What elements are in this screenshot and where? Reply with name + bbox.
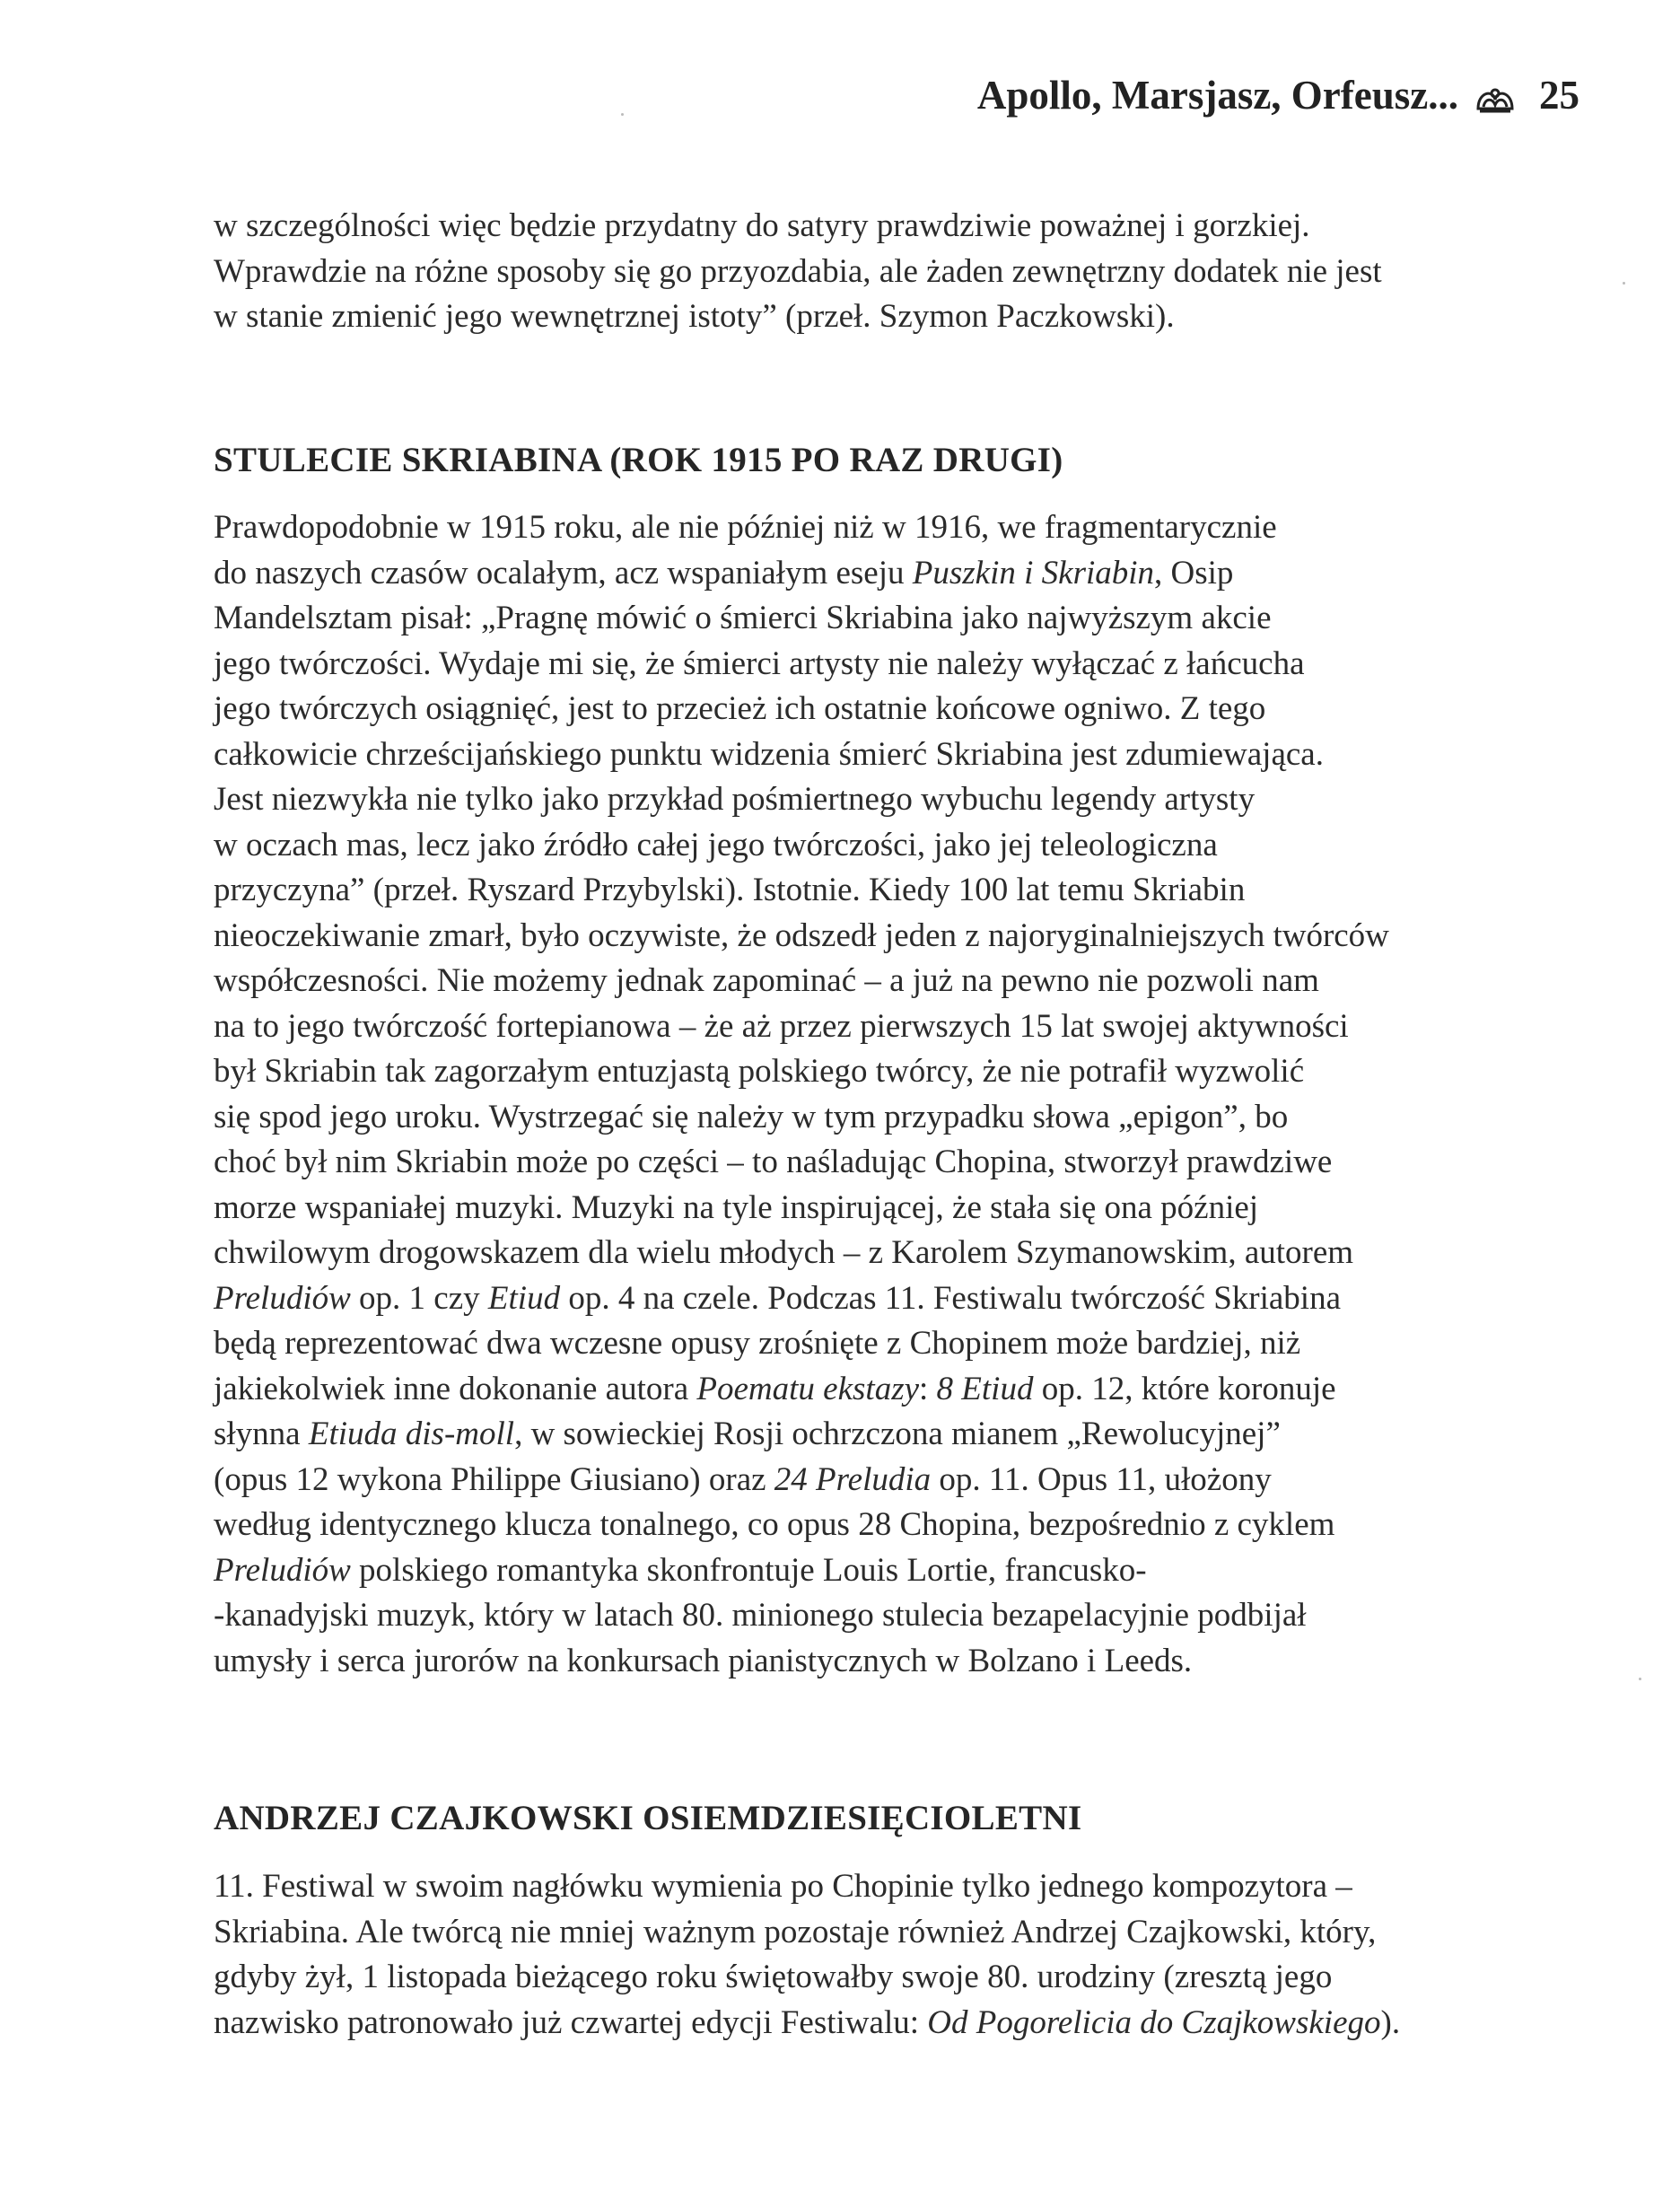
text-line bbox=[214, 1095, 1609, 1141]
italic-title: Etiud bbox=[487, 1279, 561, 1317]
italic-title: Preludiów bbox=[214, 1551, 351, 1589]
text-run: : bbox=[919, 1370, 937, 1407]
text-run: (opus 12 wykona Philippe Giusiano) oraz bbox=[214, 1460, 774, 1498]
text-line bbox=[214, 868, 1609, 914]
text-line bbox=[214, 1639, 1609, 1685]
scan-speck bbox=[1623, 282, 1625, 285]
text-run: Jest niezwykła nie tylko jako przykład pośmiertnego wybuchu legendy artysty bbox=[214, 781, 1256, 818]
text-line bbox=[214, 1186, 1609, 1231]
italic-title: Poematu ekstazy bbox=[696, 1370, 920, 1407]
text-line bbox=[214, 551, 1609, 597]
text-run: -kanadyjski muzyk, który w latach 80. minionego stulecia bezapelacyjnie podbijał bbox=[214, 1597, 1307, 1634]
text-line bbox=[214, 1004, 1609, 1050]
text-line bbox=[214, 823, 1609, 869]
text-run: nazwisko patronowało już czwartej edycji Festiwalu: bbox=[214, 2003, 928, 2041]
text-line bbox=[214, 1864, 1609, 1910]
text-line bbox=[214, 1049, 1609, 1095]
text-run: , w sowieckiej Rosji ochrzczona mianem „Rewolucyjnej” bbox=[514, 1416, 1281, 1452]
text-run: op. 12, które koronuje bbox=[1033, 1370, 1336, 1407]
intro-line: w szczególności więc będzie przydatny do satyry prawdziwie poważnej i gorzkiej. bbox=[214, 207, 1310, 244]
scan-speck bbox=[621, 113, 624, 116]
text-line bbox=[214, 1458, 1609, 1503]
italic-title: 24 Preludia bbox=[774, 1460, 932, 1498]
italic-title: Puszkin i Skriabin bbox=[912, 554, 1155, 592]
text-line bbox=[214, 1231, 1609, 1276]
text-line bbox=[214, 642, 1609, 688]
text-run: jakiekolwiek inne dokonanie autora bbox=[214, 1370, 697, 1407]
text-run: nieoczekiwanie zmarł, było oczywiste, że odszedł jeden z najoryginalniejszych twórców bbox=[214, 916, 1389, 954]
intro-line: w stanie zmienić jego wewnętrznej istoty” (przeł. Szymon Paczkowski). bbox=[214, 298, 1175, 335]
text-run: op. 4 na czele. Podczas 11. Festiwalu twórczość Skriabina bbox=[560, 1279, 1342, 1317]
text-run: będą reprezentować dwa wczesne opusy zrośnięte z Chopinem może bardziej, niż bbox=[214, 1325, 1301, 1362]
ornament-icon bbox=[1474, 79, 1516, 111]
text-line bbox=[214, 1503, 1609, 1548]
text-run: współczesności. Nie możemy jednak zapominać – a już na pewno nie pozwoli nam bbox=[214, 962, 1319, 999]
text-run: na to jego twórczość fortepianowa – że aż przez pierwszych 15 lat swojej aktywności bbox=[214, 1007, 1349, 1045]
text-run: do naszych czasów ocalałym, acz wspaniałym eseju bbox=[214, 554, 913, 592]
page-number: 25 bbox=[1539, 73, 1579, 118]
text-line bbox=[214, 777, 1609, 823]
section-heading-skriabin: STULECIE SKRIABINA (ROK 1915 PO RAZ DRUGI) bbox=[214, 441, 1063, 479]
text-line bbox=[214, 1955, 1609, 2001]
text-run: op. 11. Opus 11, ułożony bbox=[931, 1460, 1272, 1498]
text-line bbox=[214, 1910, 1609, 1956]
text-run: Mandelsztam pisał: „Pragnę mówić o śmierci Skriabina jako najwyższym akcie bbox=[214, 600, 1272, 636]
text-line bbox=[214, 1593, 1609, 1639]
text-line bbox=[214, 1367, 1609, 1413]
text-run: gdyby żył, 1 listopada bieżącego roku świętowałby swoje 80. urodziny (zresztą jego bbox=[214, 1959, 1333, 1995]
text-run: choć był nim Skriabin może po części – to naśladując Chopina, stworzył prawdziwe bbox=[214, 1144, 1333, 1180]
running-title: Apollo, Marsjasz, Orfeusz... bbox=[976, 73, 1458, 118]
text-run: się spod jego uroku. Wystrzegać się należy w tym przypadku słowa „epigon”, bo bbox=[214, 1098, 1289, 1135]
text-line bbox=[214, 1321, 1609, 1367]
text-run: był Skriabin tak zagorzałym entuzjastą polskiego twórcy, że nie potrafił wyzwolić bbox=[214, 1053, 1305, 1090]
text-run: umysły i serca jurorów na konkursach pianistycznych w Bolzano i Leeds. bbox=[214, 1642, 1193, 1679]
italic-title: Etiuda dis-moll bbox=[308, 1416, 515, 1452]
text-line bbox=[214, 687, 1609, 732]
text-run: jego twórczości. Wydaje mi się, że śmierci artysty nie należy wyłączać z łańcucha bbox=[214, 644, 1305, 682]
italic-title: 8 Etiud bbox=[936, 1370, 1034, 1407]
text-line bbox=[214, 596, 1609, 642]
text-run: przyczyna” (przeł. Ryszard Przybylski). Istotnie. Kiedy 100 lat temu Skriabin bbox=[214, 872, 1246, 908]
section-skriabin-paragraph bbox=[214, 505, 1609, 1684]
text-line bbox=[214, 2001, 1609, 2047]
text-run: chwilowym drogowskazem dla wielu młodych – z Karolem Szymanowskim, autorem bbox=[214, 1234, 1354, 1271]
text-run: całkowicie chrześcijańskiego punktu widzenia śmierć Skriabina jest zdumiewająca. bbox=[214, 735, 1324, 773]
text-run: jego twórczych osiągnięć, jest to przecież ich ostatnie końcowe ogniwo. Z tego bbox=[214, 690, 1266, 727]
text-run: , Osip bbox=[1154, 554, 1234, 592]
text-run: 11. Festiwal w swoim nagłówku wymienia po Chopinie tylko jednego kompozytora – bbox=[214, 1868, 1352, 1905]
text-run: ). bbox=[1380, 2003, 1401, 2041]
intro-line: Wprawdzie na różne sposoby się go przyozdabia, ale żaden zewnętrzny dodatek nie jest bbox=[214, 252, 1382, 290]
text-line bbox=[214, 1276, 1609, 1322]
running-header bbox=[977, 72, 1579, 118]
text-run: w oczach mas, lecz jako źródło całej jego twórczości, jako jej teleologiczna bbox=[214, 826, 1218, 863]
text-run: słynna bbox=[214, 1416, 309, 1452]
text-run: Prawdopodobnie w 1915 roku, ale nie później niż w 1916, we fragmentarycznie bbox=[214, 509, 1277, 546]
text-run: według identycznego klucza tonalnego, co opus 28 Chopina, bezpośrednio z cyklem bbox=[214, 1506, 1335, 1543]
text-line bbox=[214, 732, 1609, 778]
text-line bbox=[214, 1412, 1609, 1458]
italic-title: Preludiów bbox=[214, 1279, 351, 1317]
italic-title: Od Pogorelicia do Czajkowskiego bbox=[927, 2003, 1381, 2041]
text-line bbox=[214, 505, 1609, 551]
text-run: polskiego romantyka skonfrontuje Louis Lortie, francusko- bbox=[350, 1551, 1147, 1589]
text-run: op. 1 czy bbox=[350, 1279, 488, 1317]
text-line bbox=[214, 959, 1609, 1004]
text-line bbox=[214, 914, 1609, 960]
text-run: Skriabina. Ale twórcą nie mniej ważnym pozostaje również Andrzej Czajkowski, który, bbox=[214, 1913, 1377, 1950]
text-line bbox=[214, 1140, 1609, 1186]
section-heading-czajkowski: ANDRZEJ CZAJKOWSKI OSIEMDZIESIĘCIOLETNI bbox=[214, 1799, 1082, 1837]
intro-paragraph bbox=[214, 204, 1609, 340]
scan-speck bbox=[1639, 1678, 1641, 1680]
text-line bbox=[214, 1548, 1609, 1594]
text-run: morze wspaniałej muzyki. Muzyki na tyle inspirującej, że stała się ona później bbox=[214, 1188, 1259, 1226]
section-czajkowski-paragraph bbox=[214, 1864, 1609, 2046]
